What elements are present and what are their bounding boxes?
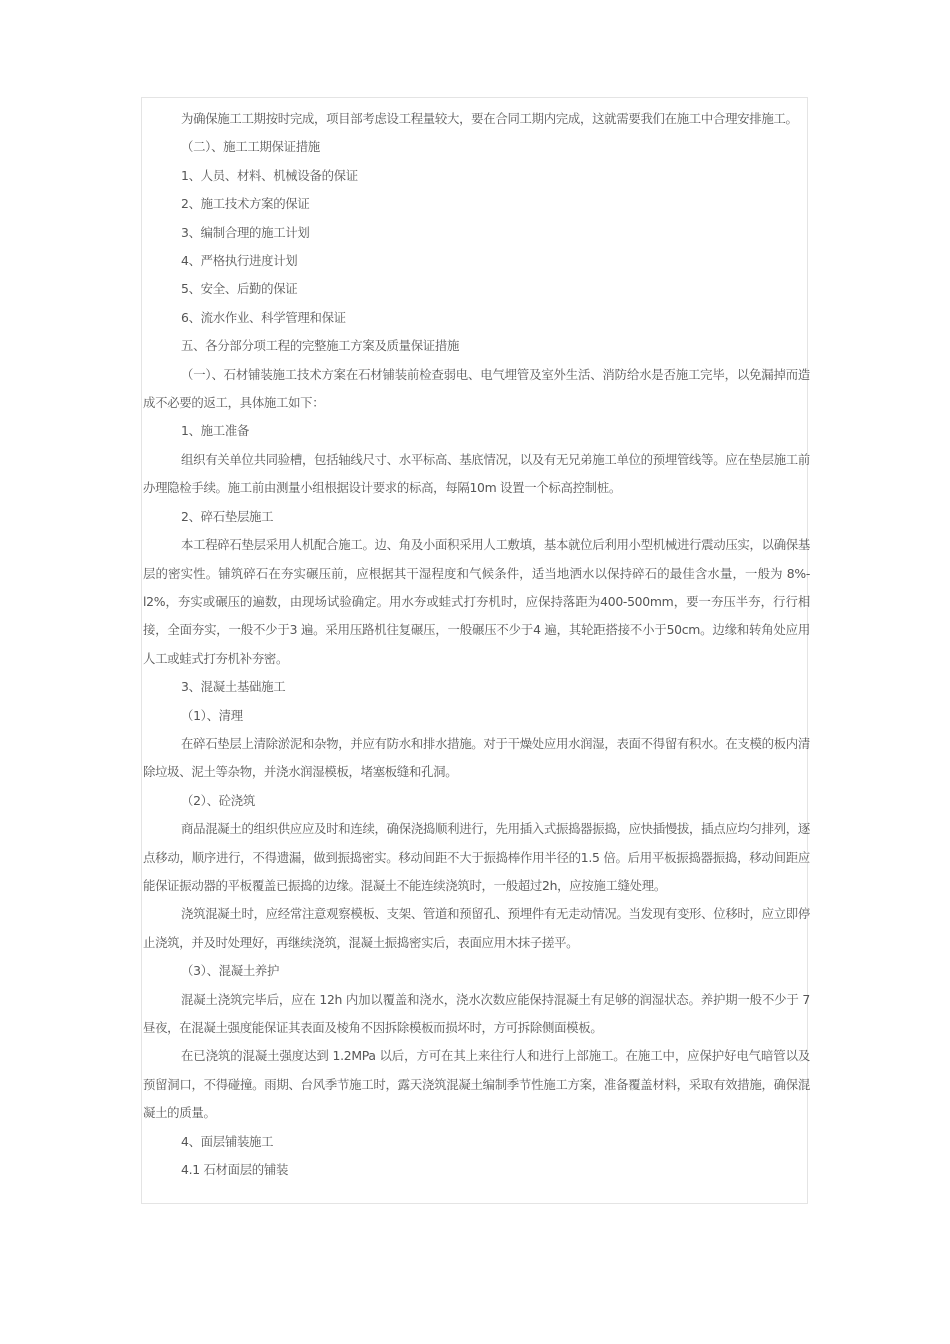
section-heading: （二）、施工工期保证措施 xyxy=(181,139,320,155)
subsection-heading: 3、混凝土基础施工 xyxy=(181,679,286,695)
paragraph: 组织有关单位共同验槽，包括轴线尺寸、水平标高、基底情况，以及有无兄弟施工单位的预埋管线等。应在垫层施工前办理隐检手续。施工前由测量小组根据设计要求的标高，每隔10m 设置一个标高控制桩。 xyxy=(143,451,810,496)
list-item: 3、编制合理的施工计划 xyxy=(181,224,310,240)
section-heading: 五、各分部分项工程的完整施工方案及质量保证措施 xyxy=(181,338,460,354)
subsection-heading: 4、面层铺装施工 xyxy=(181,1133,274,1149)
step-heading: （3）、混凝土养护 xyxy=(181,963,280,979)
document-body xyxy=(143,105,810,1184)
paragraph: 在碎石垫层上清除淤泥和杂物，并应有防水和排水措施。对于干燥处应用水润湿，表面不得留有积水。在支模的板内清除垃圾、泥土等杂物，并浇水润湿模板，堵塞板缝和孔洞。 xyxy=(143,735,810,780)
paragraph: （一）、石材铺装施工技术方案在石材铺装前检查弱电、电气埋管及室外生活、消防给水是否施工完毕，以免漏掉而造成不必要的返工，具体施工如下： xyxy=(143,366,810,411)
list-item: 4、严格执行进度计划 xyxy=(181,253,298,269)
paragraph: 混凝土浇筑完毕后，应在 12h 内加以覆盖和浇水，浇水次数应能保持混凝土有足够的润湿状态。养护期一般不少于 7 昼夜，在混凝土强度能保证其表面及棱角不因拆除模板而损坏时，方可拆除侧面模板。 xyxy=(143,991,810,1035)
subsection-heading: 2、碎石垫层施工 xyxy=(181,508,274,524)
paragraph: 本工程碎石垫层采用人机配合施工。边、角及小面积采用人工敷填，基本就位后利用小型机械进行震动压实，以确保基层的密实性。铺筑碎石在夯实碾压前，应根据其干湿程度和气候条件，适当地洒水以保持碎石的最佳含水量，一般为 8%-l2%，夯实或碾压的遍数，由现场试验确定。用水夯或蛙式打夯机时，应保持落距为400-500mm，要一夯压半夯，行行相接，全面夯实，一般不少于3 遍。采用压路机往复碾压，一般碾压不少于4 遍，其轮距搭接不小于50cm。边缘和转角处应用人工或蛙式打夯机补夯密。 xyxy=(143,537,810,666)
list-item: 1、人员、材料、机械设备的保证 xyxy=(181,167,358,183)
step-heading: （1）、清理 xyxy=(181,707,243,723)
paragraph: 在已浇筑的混凝土强度达到 1.2MPa 以后，方可在其上来往行人和进行上部施工。在施工中，应保护好电气暗管以及预留洞口，不得碰撞。雨期、台风季节施工时，露天浇筑混凝土编制季节性施工方案，准备覆盖材料，采取有效措施，确保混凝土的质量。 xyxy=(143,1048,810,1121)
step-heading: （2）、砼浇筑 xyxy=(181,792,255,808)
paragraph: 浇筑混凝土时，应经常注意观察模板、支架、管道和预留孔、预埋件有无走动情况。当发现有变形、位移时，应立即停止浇筑，并及时处理好，再继续浇筑，混凝土振捣密实后，表面应用木抹子搓平。 xyxy=(143,906,810,950)
list-item: 2、施工技术方案的保证 xyxy=(181,196,310,212)
list-item: 6、流水作业、科学管理和保证 xyxy=(181,309,346,325)
subsection-heading: 4.1 石材面层的铺装 xyxy=(181,1162,289,1178)
paragraph: 为确保施工工期按时完成，项目部考虑设工程量较大，要在合同工期内完成，这就需要我们在施工中合理安排施工。 xyxy=(181,111,798,126)
subsection-heading: 1、施工准备 xyxy=(181,423,250,439)
list-item: 5、安全、后勤的保证 xyxy=(181,281,298,297)
paragraph: 商品混凝土的组织供应应及时和连续，确保浇捣顺利进行，先用插入式振捣器振捣，应快插慢拔，插点应均匀排列，逐点移动，顺序进行，不得遗漏，做到振捣密实。移动间距不大于振捣棒作用半径的1.5 倍。后用平板振捣器振捣，移动间距应能保证振动器的平板覆盖已振捣的边缘。混凝土不能连续浇筑时，一般超过2h，应按施工缝处理。 xyxy=(143,821,810,893)
